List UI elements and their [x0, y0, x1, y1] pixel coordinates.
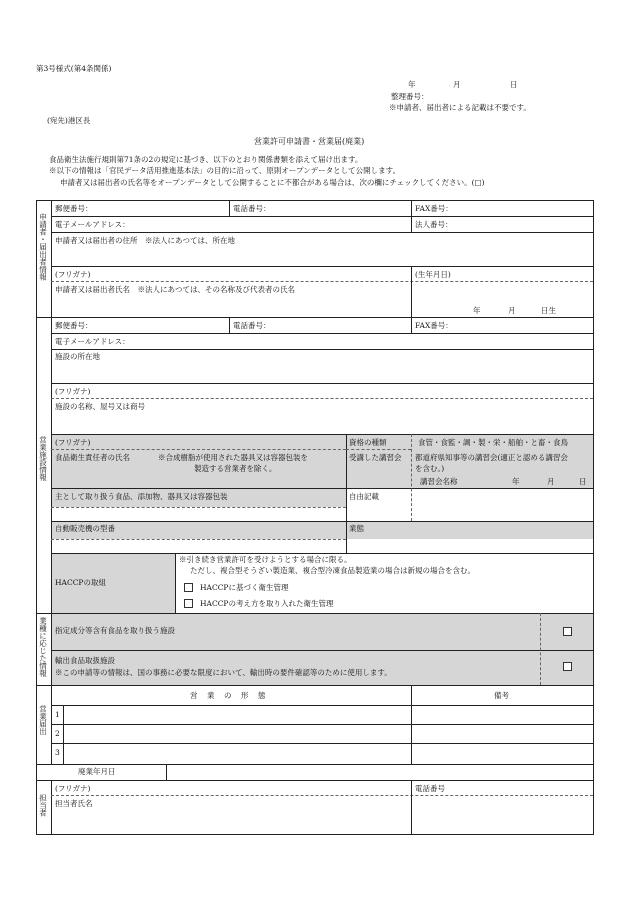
- reference-number-label: 整理番号：: [391, 92, 429, 101]
- haccp-option-1-label: HACCPに基づく衛生管理: [200, 583, 289, 592]
- haccp-label: HACCPの取組: [55, 578, 106, 587]
- haccp-option-2-checkbox[interactable]: [184, 599, 193, 608]
- manager-name-label: 食品衛生責任者の氏名: [55, 453, 130, 462]
- facility-phone-label: 電話番号：: [233, 321, 271, 330]
- facility-fax-label: FAX番号：: [415, 321, 453, 330]
- qualification-options: 食管・食監・調・製・栄・船舶・と畜・食鳥: [418, 438, 568, 447]
- designated-facility-checkbox[interactable]: [563, 627, 572, 636]
- course-year: 年: [512, 477, 520, 486]
- course-desc-1: 都道府県知事等の講習会(適正と認める講習会: [415, 453, 568, 462]
- haccp-option-1-checkbox[interactable]: [184, 583, 193, 592]
- applicant-birthdate-label: (生年月日): [415, 270, 451, 279]
- designated-facility-label: 指定成分等含有食品を取り扱う施設: [55, 626, 175, 635]
- export-facility-checkbox[interactable]: [563, 662, 572, 671]
- open-data-check[interactable]: 申請者又は届出者の氏名等をオープンデータとして公開することに不都合がある場合は、次の欄にチェックしてください。(□): [60, 178, 485, 187]
- page-title: 営業許可申請書・営業届(廃業): [254, 137, 365, 146]
- applicant-phone-label: 電話番号：: [233, 204, 271, 213]
- applicant-side-label: 申請者・届出者情報: [38, 213, 48, 281]
- business-style-label: 業態: [349, 524, 364, 533]
- open-data-note: ※以下の情報は「官民データ活用推進基本法」の目的に沿って、原則オープンデータとして公開します。: [49, 166, 401, 175]
- date-month: 月: [453, 80, 461, 89]
- intro-text: 食品衛生法施行規則第71条の2の規定に基づき、以下のとおり関係書類を添えて届け出ます。: [49, 155, 363, 164]
- main-items-label: 主として取り扱う食品、添加物、器具又は容器包装: [55, 492, 228, 501]
- haccp-note-2: ただし、複合型そうざい製造業、複合型冷凍食品製造業の場合は新規の場合を含む。: [190, 566, 475, 575]
- course-label: 受講した講習会: [349, 453, 402, 462]
- contact-name-label: 担当者氏名: [55, 799, 93, 808]
- business-row-2-number: 2: [55, 729, 60, 738]
- closure-date-label: 廃業年月日: [78, 767, 116, 776]
- contact-side-label: 担当者: [38, 794, 48, 817]
- business-form-header: 営 業 の 形 態: [190, 691, 267, 700]
- remarks-header: 備考: [494, 691, 509, 700]
- free-text-label: 自由記載: [349, 492, 379, 501]
- date-day: 日: [510, 80, 518, 89]
- applicant-email-label: 電子メールアドレス：: [55, 220, 130, 229]
- facility-postal-label: 郵便番号：: [55, 321, 93, 330]
- course-day: 日: [579, 477, 587, 486]
- course-name-label: 講習会名称: [420, 477, 458, 486]
- applicant-corp-number-label: 法人番号：: [415, 220, 453, 229]
- facility-side-label: 営業施設情報: [38, 436, 48, 481]
- course-month: 月: [547, 477, 555, 486]
- reference-note: ※申請者、届出者による記載は不要です。: [389, 103, 531, 112]
- facility-location-label: 施設の所在地: [55, 352, 100, 361]
- business-row-3-number: 3: [55, 748, 60, 757]
- export-facility-label: 輸出食品取扱施設: [55, 656, 115, 665]
- export-note: ※この申請等の情報は、国の事務に必要な限度において、輸出時の要件確認等のために使用します。: [55, 668, 392, 677]
- applicant-furigana-label: (フリガナ): [55, 270, 91, 279]
- business-notice-side-label: 営業届出: [38, 705, 48, 735]
- manager-note-2: 製造する営業者を除く。: [194, 464, 277, 473]
- business-style-shade: [346, 521, 593, 539]
- qualification-type-label: 資格の種類: [349, 438, 387, 447]
- haccp-option-2-label: HACCPの考え方を取り入れた衛生管理: [200, 599, 334, 608]
- contact-furigana-label: (フリガナ): [55, 784, 91, 793]
- manager-note-1: ※合成樹脂が使用された器具又は容器包装を: [158, 453, 308, 462]
- contact-phone-label: 電話番号: [415, 784, 445, 793]
- vending-model-label: 自動販売機の型番: [55, 524, 115, 533]
- form-number: 第3号様式(第4条関係): [36, 64, 112, 73]
- birth-month: 月: [508, 306, 516, 315]
- facility-furigana-label: (フリガナ): [55, 387, 91, 396]
- applicant-name-label: 申請者又は届出者氏名 ※法人にあつては、その名称及び代表者の氏名: [55, 285, 295, 294]
- business-row-1-number: 1: [55, 710, 60, 719]
- birth-year: 年: [473, 306, 481, 315]
- applicant-fax-label: FAX番号：: [415, 204, 453, 213]
- industry-side-label: 業種に応じた情報: [38, 617, 48, 677]
- manager-furigana-label: (フリガナ): [55, 438, 91, 447]
- date-year: 年: [408, 80, 416, 89]
- course-desc-2: を含む。): [415, 464, 445, 473]
- addressee: (宛先)港区長: [47, 116, 91, 125]
- facility-email-label: 電子メールアドレス：: [55, 337, 130, 346]
- birth-day: 日生: [541, 306, 556, 315]
- applicant-address-label: 申請者又は届出者の住所 ※法人にあつては、所在地: [55, 236, 235, 245]
- applicant-postal-label: 郵便番号：: [55, 204, 93, 213]
- haccp-note-1: ※引き続き営業許可を受けようとする場合に限る。: [179, 555, 352, 564]
- facility-name-label: 施設の名称、屋号又は商号: [55, 402, 145, 411]
